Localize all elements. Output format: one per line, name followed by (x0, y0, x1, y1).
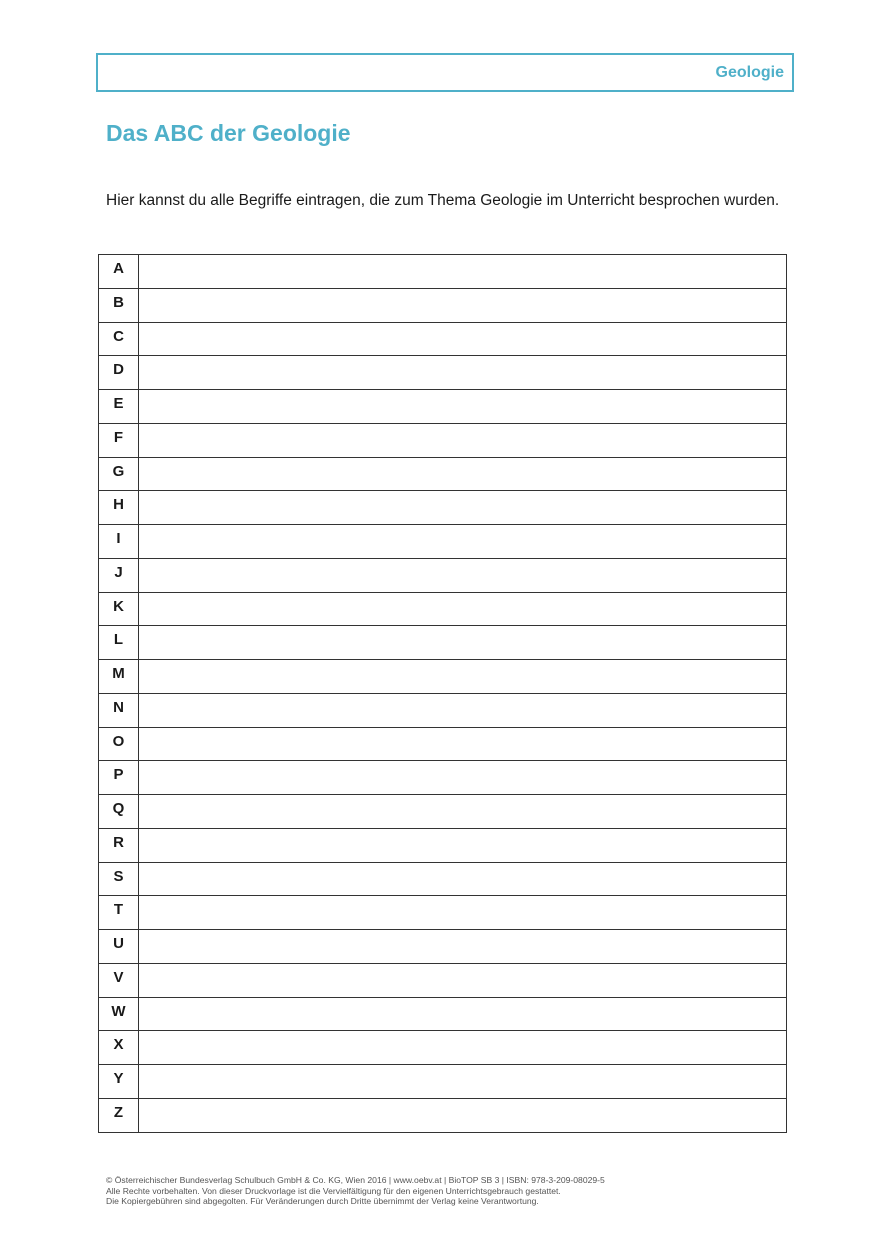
table-row (99, 997, 787, 1031)
entry-cell[interactable] (139, 963, 787, 997)
table-row (99, 828, 787, 862)
entry-cell[interactable] (139, 896, 787, 930)
table-row (99, 1065, 787, 1099)
entry-cell[interactable] (139, 356, 787, 390)
abc-table (98, 254, 787, 1133)
entry-cell[interactable] (139, 828, 787, 862)
entry-cell[interactable] (139, 1065, 787, 1099)
table-row (99, 390, 787, 424)
entry-cell[interactable] (139, 322, 787, 356)
entry-cell[interactable] (139, 558, 787, 592)
table-row (99, 693, 787, 727)
table-row (99, 356, 787, 390)
row-letter: Q (99, 795, 139, 829)
table-row (99, 423, 787, 457)
row-letter: J (99, 558, 139, 592)
entry-cell[interactable] (139, 761, 787, 795)
row-letter: A (99, 255, 139, 289)
intro-text: Hier kannst du alle Begriffe eintragen, die zum Thema Geologie im Unterricht besprochen wurden. (106, 192, 780, 209)
table-row (99, 727, 787, 761)
table-row (99, 761, 787, 795)
row-letter: R (99, 828, 139, 862)
entry-cell[interactable] (139, 491, 787, 525)
table-row (99, 322, 787, 356)
entry-cell[interactable] (139, 423, 787, 457)
row-letter: Z (99, 1098, 139, 1132)
row-letter: F (99, 423, 139, 457)
row-letter: D (99, 356, 139, 390)
row-letter: C (99, 322, 139, 356)
row-letter: O (99, 727, 139, 761)
row-letter: E (99, 390, 139, 424)
header-box (96, 53, 794, 92)
row-letter: I (99, 525, 139, 559)
table-row (99, 592, 787, 626)
table-row (99, 255, 787, 289)
footer (106, 1175, 605, 1207)
abc-table-body (99, 255, 787, 1133)
entry-cell[interactable] (139, 255, 787, 289)
table-row (99, 963, 787, 997)
entry-cell[interactable] (139, 390, 787, 424)
table-row (99, 491, 787, 525)
footer-disclaimer: Die Kopiergebühren sind abgegolten. Für Veränderungen durch Dritte übernimmt der Verlag keine Verantwortung. (106, 1196, 539, 1206)
row-letter: T (99, 896, 139, 930)
row-letter: U (99, 930, 139, 964)
table-row (99, 896, 787, 930)
footer-copyright: © Österreichischer Bundesverlag Schulbuch GmbH & Co. KG, Wien 2016 | www.oebv.at | BioTOP SB 3 | ISBN: 978-3-209-08029-5 (106, 1175, 605, 1185)
table-row (99, 1031, 787, 1065)
row-letter: K (99, 592, 139, 626)
table-row (99, 660, 787, 694)
page-title: Das ABC der Geologie (106, 120, 351, 146)
entry-cell[interactable] (139, 795, 787, 829)
table-row (99, 1098, 787, 1132)
table-row (99, 626, 787, 660)
entry-cell[interactable] (139, 1031, 787, 1065)
entry-cell[interactable] (139, 727, 787, 761)
table-row (99, 288, 787, 322)
entry-cell[interactable] (139, 693, 787, 727)
table-row (99, 525, 787, 559)
entry-cell[interactable] (139, 660, 787, 694)
entry-cell[interactable] (139, 930, 787, 964)
table-row (99, 558, 787, 592)
entry-cell[interactable] (139, 862, 787, 896)
row-letter: W (99, 997, 139, 1031)
row-letter: X (99, 1031, 139, 1065)
header-subject: Geologie (715, 64, 784, 81)
entry-cell[interactable] (139, 1098, 787, 1132)
entry-cell[interactable] (139, 457, 787, 491)
row-letter: B (99, 288, 139, 322)
table-row (99, 457, 787, 491)
entry-cell[interactable] (139, 626, 787, 660)
footer-rights: Alle Rechte vorbehalten. Von dieser Druckvorlage ist die Vervielfältigung für den eigenen Unterrichtsgebrauch gestattet. (106, 1185, 561, 1196)
row-letter: V (99, 963, 139, 997)
row-letter: L (99, 626, 139, 660)
row-letter: P (99, 761, 139, 795)
table-row (99, 930, 787, 964)
entry-cell[interactable] (139, 997, 787, 1031)
row-letter: H (99, 491, 139, 525)
row-letter: S (99, 862, 139, 896)
entry-cell[interactable] (139, 525, 787, 559)
row-letter: G (99, 457, 139, 491)
row-letter: N (99, 693, 139, 727)
entry-cell[interactable] (139, 288, 787, 322)
table-row (99, 862, 787, 896)
row-letter: M (99, 660, 139, 694)
table-row (99, 795, 787, 829)
row-letter: Y (99, 1065, 139, 1099)
entry-cell[interactable] (139, 592, 787, 626)
